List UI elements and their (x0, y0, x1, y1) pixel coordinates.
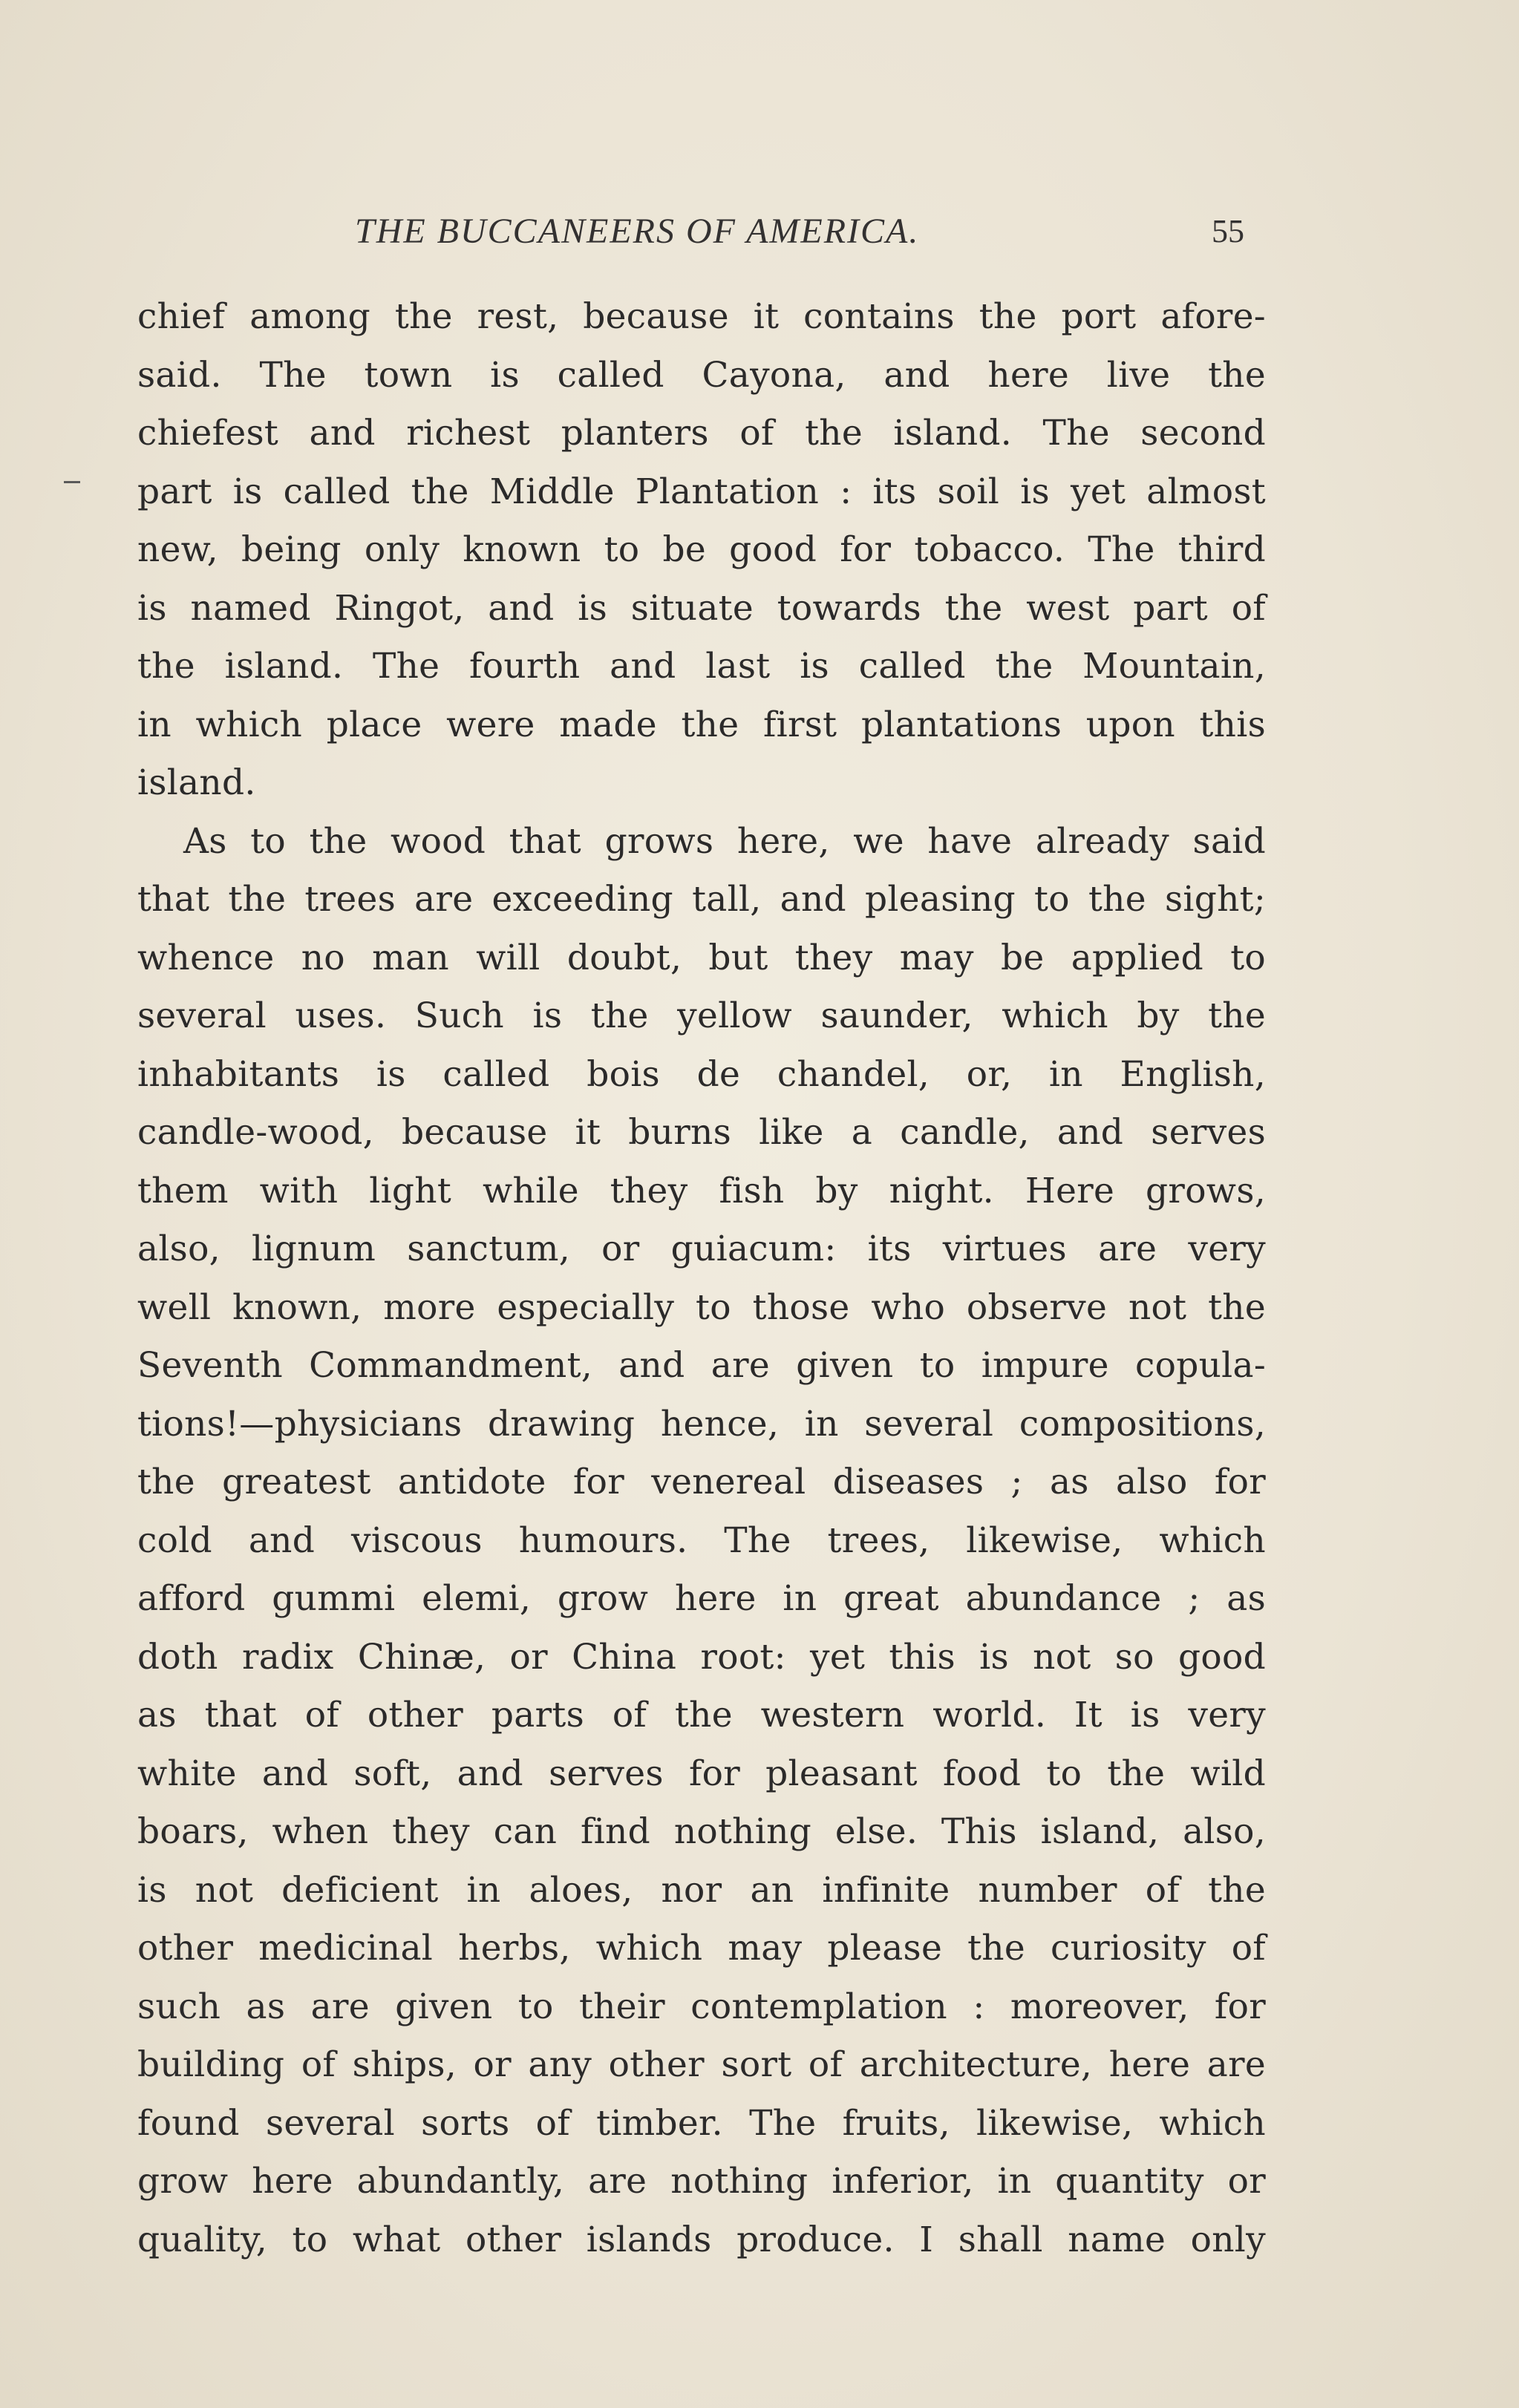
text-line: doth radix Chinæ, or China root: yet this is not so good (137, 1636, 1266, 1678)
margin-mark (64, 481, 80, 483)
text-line: said. The town is called Cayona, and here live the (137, 354, 1266, 396)
text-line: grow here abundantly, are nothing inferior, in quantity or (137, 2161, 1266, 2202)
text-line: other medicinal herbs, which may please the curiosity of (137, 1928, 1266, 1969)
text-line: building of ships, or any other sort of architecture, here are (137, 2044, 1266, 2085)
text-line: candle-wood, because it burns like a candle, and serves (137, 1112, 1266, 1153)
paragraph-start-line: As to the wood that grows here, we have already said (183, 820, 1266, 862)
text-line: white and soft, and serves for pleasant food to the wild (137, 1753, 1266, 1794)
text-line: tions!—physicians drawing hence, in several compositions, (137, 1403, 1266, 1445)
text-line: that the trees are exceeding tall, and pleasing to the sight; (137, 879, 1266, 920)
text-line: the island. The fourth and last is called the Mountain, (137, 646, 1266, 687)
text-line: is not deficient in aloes, nor an infinite number of the (137, 1869, 1266, 1911)
text-line: as that of other parts of the western world. It is very (137, 1695, 1266, 1735)
text-line: chief among the rest, because it contains the port afore- (137, 296, 1266, 337)
paragraph-end-line: island. (137, 762, 256, 803)
text-line: well known, more especially to those who observe not the (137, 1286, 1266, 1328)
body-text (137, 288, 1266, 2269)
text-line: is named Ringot, and is situate towards the west part of (137, 587, 1266, 629)
text-line: boars, when they can find nothing else. This island, also, (137, 1811, 1266, 1852)
text-line: chiefest and richest planters of the island. The second (137, 413, 1266, 454)
text-line: new, being only known to be good for tobacco. The third (137, 529, 1266, 570)
text-line: found several sorts of timber. The fruits, likewise, which (137, 2102, 1266, 2144)
running-head (0, 209, 1519, 254)
text-line: Seventh Commandment, and are given to impure copula- (137, 1345, 1266, 1386)
text-line: also, lignum sanctum, or guiacum: its virtues are very (137, 1228, 1266, 1269)
running-head-title: THE BUCCANEERS OF AMERICA. (355, 212, 920, 251)
text-line: cold and viscous humours. The trees, likewise, which (137, 1519, 1266, 1561)
page-number: 55 (1212, 213, 1244, 249)
text-line: inhabitants is called bois de chandel, or, in English, (137, 1053, 1266, 1095)
text-line: whence no man will doubt, but they may be applied to (137, 937, 1266, 978)
text-line: part is called the Middle Plantation : its soil is yet almost (137, 471, 1266, 512)
text-line: several uses. Such is the yellow saunder, which by the (137, 995, 1266, 1036)
text-line: afford gummi elemi, grow here in great abundance ; as (137, 1578, 1266, 1619)
text-line: such as are given to their contemplation : moreover, for (137, 1986, 1266, 2027)
text-line: quality, to what other islands produce. I shall name only (137, 2219, 1266, 2260)
text-line: them with light while they fish by night. Here grows, (137, 1170, 1266, 1211)
text-line: the greatest antidote for venereal diseases ; as also for (137, 1462, 1266, 1502)
text-line: in which place were made the first plantations upon this (137, 704, 1266, 745)
